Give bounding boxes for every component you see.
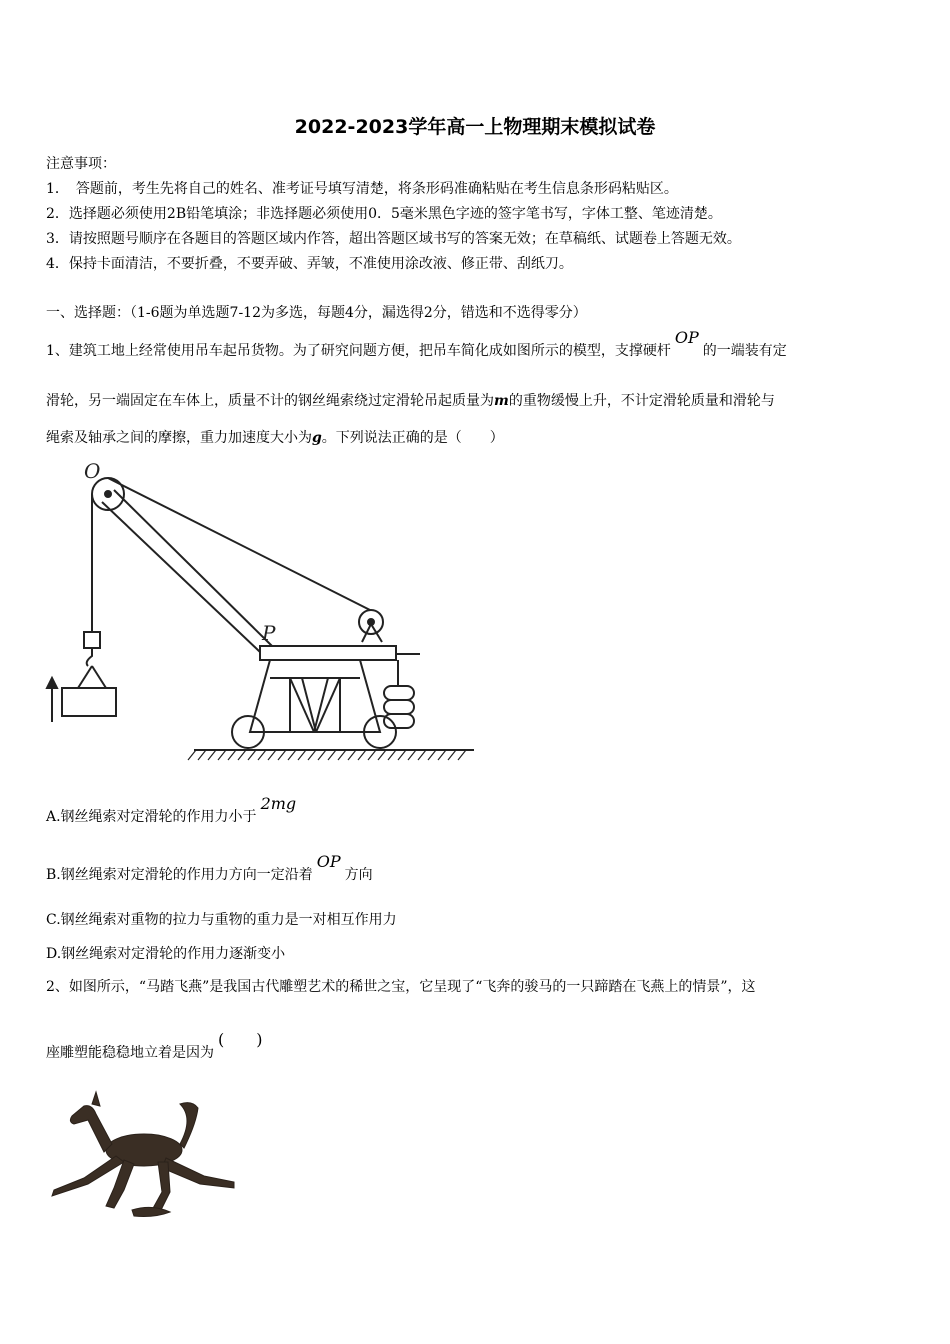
- q1-text: 。下列说法正确的是（ ）: [321, 430, 504, 446]
- q1-text: 绳索及轴承之间的摩擦，重力加速度大小为: [46, 430, 312, 446]
- section-heading: 一、选择题：（1-6题为单选题7-12为多选，每题4分，漏选得2分，错选和不选得零分）: [46, 305, 587, 321]
- option-a-text: A.钢丝绳索对定滑轮的作用力小于: [46, 809, 257, 825]
- notice-item: 2．选择题必须使用2B铅笔填涂；非选择题必须使用0．5毫米黑色字迹的签字笔书写，字体工整、笔迹清楚。: [46, 206, 722, 222]
- crane-diagram: [44, 456, 484, 776]
- option-c: C.钢丝绳索对重物的拉力与重物的重力是一对相互作用力: [46, 912, 397, 928]
- m-symbol: m: [494, 393, 509, 409]
- horse-statue-image: [44, 1078, 244, 1228]
- question-1-line-2: [46, 390, 775, 410]
- question-2-line-2: [46, 1030, 267, 1062]
- q2-text: 座雕塑能稳稳地立着是因为: [46, 1045, 214, 1061]
- label-p: P: [262, 621, 276, 645]
- option-b: [46, 852, 373, 884]
- option-d: D.钢丝绳索对定滑轮的作用力逐渐变小: [46, 946, 286, 962]
- notice-item: 4．保持卡面清洁，不要折叠，不要弄破、弄皱，不准使用涂改液、修正带、刮纸刀。: [46, 256, 573, 272]
- label-o: O: [84, 459, 101, 483]
- q2-paren: ( ): [218, 1030, 263, 1049]
- op-symbol: OP: [674, 328, 699, 347]
- notice-item: 1． 答题前，考生先将自己的姓名、准考证号填写清楚，将条形码准确粘贴在考生信息条形码粘贴区。: [46, 181, 678, 197]
- option-b-text: B.钢丝绳索对定滑轮的作用力方向一定沿着: [46, 867, 313, 883]
- q1-text: 1、建筑工地上经常使用吊车起吊货物。为了研究问题方便，把吊车简化成如图所示的模型，支撑硬杆: [46, 343, 671, 359]
- option-a-math: 2mg: [260, 794, 297, 813]
- option-a: [46, 794, 300, 826]
- q1-text: 的一端装有定: [702, 343, 787, 359]
- g-symbol: g: [312, 430, 322, 446]
- q1-text: 滑轮，另一端固定在车体上，质量不计的钢丝绳索绕过定滑轮吊起质量为: [46, 393, 494, 409]
- question-2-line-1: 2、如图所示，“马踏飞燕”是我国古代雕塑艺术的稀世之宝，它呈现了“飞奔的骏马的一只蹄踏在飞燕上的情景”，这: [46, 979, 756, 995]
- question-1-line-3: [46, 427, 504, 447]
- notice-item: 3．请按照题号顺序在各题目的答题区域内作答，超出答题区域书写的答案无效；在草稿纸、试题卷上答题无效。: [46, 231, 741, 247]
- load-box: [62, 688, 116, 716]
- page-title: 2022-2023学年高一上物理期末模拟试卷: [294, 116, 656, 138]
- question-1-line-1: [46, 328, 787, 360]
- q1-text: 的重物缓慢上升，不计定滑轮质量和滑轮与: [508, 393, 775, 409]
- option-b-text-post: 方向: [344, 867, 373, 883]
- notice-heading: 注意事项：: [46, 156, 116, 172]
- option-b-math: OP: [316, 852, 341, 871]
